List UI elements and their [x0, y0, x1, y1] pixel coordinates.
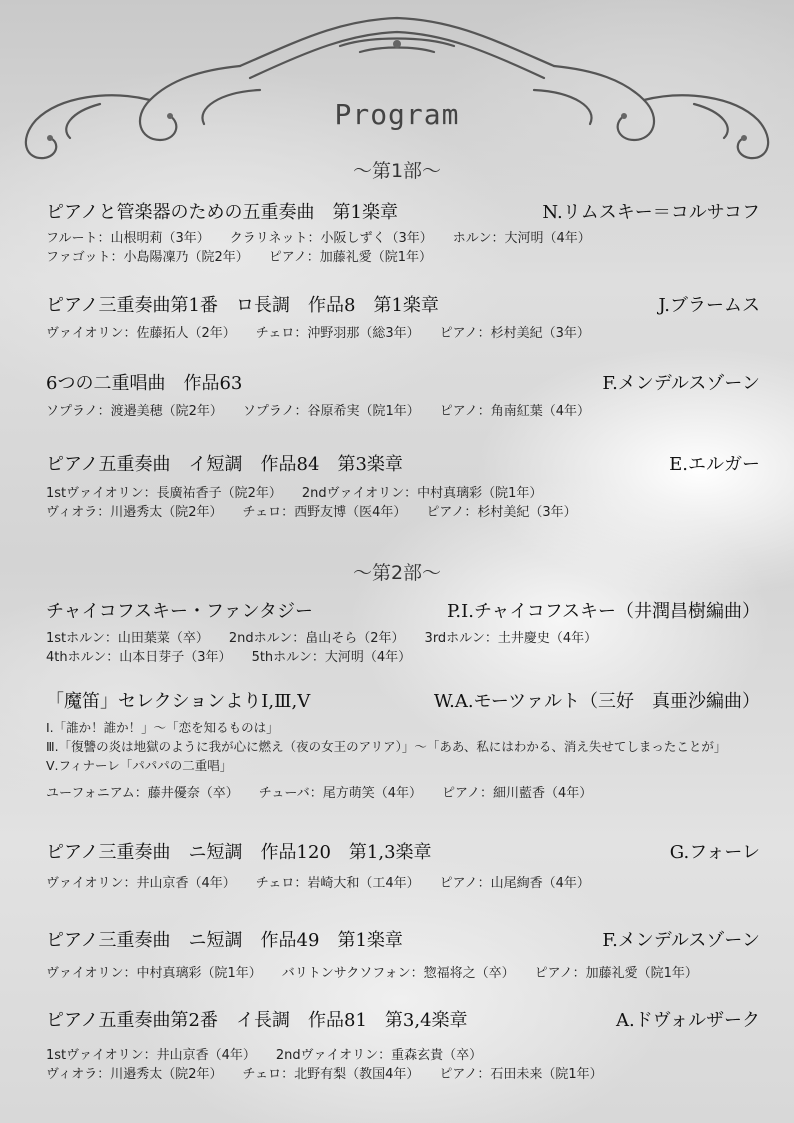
performers: [46, 229, 611, 267]
performer: 1stヴァイオリン：井山京香（4年）: [46, 1048, 256, 1063]
performer: チェロ：北野有梨（教国4年）: [242, 1067, 420, 1082]
composer-name: E.エルガー: [669, 454, 760, 475]
program-item: [46, 838, 760, 864]
performer: 1stヴァイオリン：長廣祐香子（院2年）: [46, 486, 282, 501]
piece-title: ピアノと管楽器のための五重奏曲 第1楽章: [46, 202, 399, 223]
performer: ヴィオラ：川邉秀太（院2年）: [46, 1067, 223, 1082]
performer: ソプラノ：谷原希実（院1年）: [242, 404, 420, 419]
performer: 3rdホルン：土井慶史（4年）: [424, 631, 598, 646]
performers: [46, 1046, 623, 1084]
performer: クラリネット：小阪しずく（3年）: [229, 231, 433, 246]
performer: ピアノ：加藤礼愛（院1年）: [534, 966, 698, 981]
performer: ピアノ：石田未来（院1年）: [439, 1067, 603, 1082]
performer: ヴィオラ：川邉秀太（院2年）: [46, 505, 223, 520]
performer: 2ndヴァイオリン：重森玄貴（卒）: [275, 1048, 483, 1063]
program-item: [46, 597, 760, 623]
program-item: [46, 198, 760, 224]
composer-name: P.I.チャイコフスキー（井潤昌樹編曲）: [446, 601, 760, 622]
performer: ヴァイオリン：佐藤拓人（2年）: [46, 326, 236, 341]
piece-title: 6つの二重唱曲 作品63: [46, 373, 243, 394]
page-title: Program: [334, 98, 460, 131]
program-item: [46, 687, 760, 713]
program-item: [46, 1006, 760, 1032]
performer: 4thホルン：山本日芽子（3年）: [46, 650, 232, 665]
piece-title: ピアノ五重奏曲第2番 イ長調 作品81 第3,4楽章: [46, 1010, 468, 1031]
composer-name: F.メンデルスゾーン: [602, 373, 760, 394]
performers: [46, 484, 597, 522]
movement-note: Ⅴ.フィナーレ「パパパの二重唱」: [46, 758, 233, 773]
performer: ピアノ：角南紅葉（4年）: [439, 404, 591, 419]
performer: ユーフォニアム：藤井優奈（卒）: [46, 786, 239, 801]
composer-name: J.ブラームス: [658, 295, 760, 316]
performer: ピアノ：加藤礼愛（院1年）: [268, 250, 432, 265]
performers: [46, 324, 610, 343]
performers: [46, 629, 617, 667]
performer: 2ndホルン：畠山そら（2年）: [228, 631, 405, 646]
performer: ピアノ：杉村美紀（3年）: [439, 326, 590, 341]
composer-name: W.A.モーツァルト（三好 真亜沙編曲）: [433, 691, 760, 712]
performer: チェロ：沖野羽那（総3年）: [255, 326, 420, 341]
piece-title: ピアノ三重奏曲 ニ短調 作品49 第1楽章: [46, 930, 403, 951]
performer: ホルン：大河明（4年）: [452, 231, 591, 246]
part-2-heading: ～第2部～: [352, 562, 442, 584]
program-item: [46, 450, 760, 476]
performer: バリトンサクソフォン：惣福将之（卒）: [281, 966, 515, 981]
performers: [46, 402, 610, 421]
performer: チェロ：西野友博（医4年）: [242, 505, 407, 520]
performer: 1stホルン：山田葉菜（卒）: [46, 631, 209, 646]
performer: ソプラノ：渡邉美穂（院2年）: [46, 404, 223, 419]
performer: 5thホルン：大河明（4年）: [251, 650, 412, 665]
performers: [46, 874, 610, 893]
piece-title: 「魔笛」セレクションよりⅠ,Ⅲ,Ⅴ: [46, 691, 311, 712]
program-item: [46, 926, 760, 952]
performer: ピアノ：杉村美紀（3年）: [426, 505, 577, 520]
composer-name: A.ドヴォルザーク: [616, 1010, 760, 1031]
performer: ヴァイオリン：中村真璃彩（院1年）: [46, 966, 262, 981]
performer: ファゴット：小島陽凜乃（院2年）: [46, 250, 249, 265]
performer: ヴァイオリン：井山京香（4年）: [46, 876, 236, 891]
performer: チェロ：岩崎大和（工4年）: [255, 876, 420, 891]
performers: [46, 964, 718, 983]
performer: チューバ：尾方萌笑（4年）: [258, 786, 423, 801]
composer-name: N.リムスキー＝コルサコフ: [542, 202, 760, 223]
movement-notes: [46, 718, 726, 775]
piece-title: ピアノ五重奏曲 イ短調 作品84 第3楽章: [46, 454, 403, 475]
performers: [46, 784, 612, 803]
piece-title: ピアノ三重奏曲第1番 ロ長調 作品8 第1楽章: [46, 295, 439, 316]
part-1-heading: ～第1部～: [352, 160, 442, 182]
movement-note: Ⅰ.「誰か！誰か！」～「恋を知るものは」: [46, 720, 279, 735]
piece-title: チャイコフスキー・ファンタジー: [46, 601, 313, 622]
performer: ピアノ：細川藍香（4年）: [442, 786, 593, 801]
performer: 2ndヴァイオリン：中村真璃彩（院1年）: [301, 486, 543, 501]
performer: ピアノ：山尾絢香（4年）: [439, 876, 590, 891]
performer: フルート：山根明莉（3年）: [46, 231, 210, 246]
program-item: [46, 291, 760, 317]
program-item: [46, 369, 760, 395]
movement-note: Ⅲ.「復讐の炎は地獄のように我が心に燃え（夜の女王のアリア）」～「ああ、私にはわかる、消え失せてしまったことが」: [46, 739, 727, 754]
composer-name: G.フォーレ: [669, 842, 760, 863]
piece-title: ピアノ三重奏曲 ニ短調 作品120 第1,3楽章: [46, 842, 432, 863]
composer-name: F.メンデルスゾーン: [602, 930, 760, 951]
